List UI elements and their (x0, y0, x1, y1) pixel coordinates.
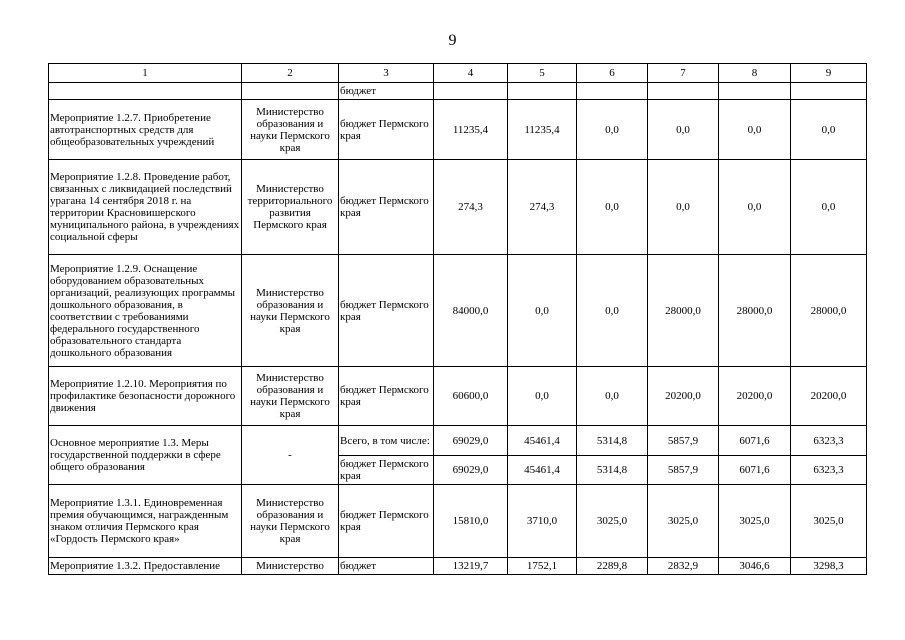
column-header: 2 (242, 64, 339, 83)
table-row (49, 83, 867, 100)
value-cell: 28000,0 (719, 255, 791, 367)
value-cell: 0,0 (577, 255, 648, 367)
value-cell: 3046,6 (719, 558, 791, 575)
value-cell: 0,0 (648, 100, 719, 160)
executor-cell: Министерство территориального развития Пермского края (242, 160, 339, 255)
value-cell: 3710,0 (508, 485, 577, 558)
value-cell: 0,0 (577, 367, 648, 426)
value-cell: 3025,0 (791, 485, 867, 558)
value-cell: 28000,0 (648, 255, 719, 367)
source-cell: бюджет (339, 558, 434, 575)
value-cell: 3025,0 (577, 485, 648, 558)
source-cell: бюджет Пермского края (339, 367, 434, 426)
value-cell: 0,0 (577, 100, 648, 160)
column-header: 8 (719, 64, 791, 83)
executor-cell: Министерство образования и науки Пермского края (242, 100, 339, 160)
table-row (49, 367, 867, 426)
value-cell: 0,0 (577, 160, 648, 255)
value-cell: 0,0 (791, 160, 867, 255)
source-cell: бюджет Пермского края (339, 485, 434, 558)
value-cell (648, 83, 719, 100)
value-cell: 5314,8 (577, 426, 648, 456)
value-cell: 15810,0 (434, 485, 508, 558)
measure-cell: Основное мероприятие 1.3. Меры государственной поддержки в сфере общего образования (49, 426, 242, 485)
value-cell: 0,0 (719, 100, 791, 160)
page-number: 9 (448, 32, 457, 49)
value-cell: 0,0 (648, 160, 719, 255)
value-cell: 11235,4 (508, 100, 577, 160)
value-cell: 69029,0 (434, 456, 508, 485)
table-row (49, 160, 867, 255)
table-row (49, 558, 867, 575)
value-cell: 6323,3 (791, 426, 867, 456)
value-cell: 3025,0 (648, 485, 719, 558)
value-cell: 5314,8 (577, 456, 648, 485)
value-cell: 6071,6 (719, 426, 791, 456)
measure-cell: Мероприятие 1.3.2. Предоставление (49, 558, 242, 575)
value-cell: 274,3 (434, 160, 508, 255)
value-cell: 45461,4 (508, 456, 577, 485)
source-cell: бюджет Пермского края (339, 255, 434, 367)
value-cell (434, 83, 508, 100)
value-cell (791, 83, 867, 100)
value-cell: 2289,8 (577, 558, 648, 575)
value-cell: 13219,7 (434, 558, 508, 575)
executor-cell: Министерство образования и науки Пермского края (242, 255, 339, 367)
value-cell: 11235,4 (434, 100, 508, 160)
measure-cell: Мероприятие 1.3.1. Единовременная премия обучающимся, награжденным знаком отличия Пермского края «Гордость Пермского края» (49, 485, 242, 558)
source-cell: бюджет Пермского края (339, 456, 434, 485)
column-header: 9 (791, 64, 867, 83)
value-cell: 60600,0 (434, 367, 508, 426)
measure-cell: Мероприятие 1.2.9. Оснащение оборудованием образовательных организаций, реализующих программы дошкольного образования, в соответствии с требованиями федерального государственного образовательного стандарта дошкольного образования (49, 255, 242, 367)
measure-cell: Мероприятие 1.2.10. Мероприятия по профилактике безопасности дорожного движения (49, 367, 242, 426)
value-cell: 0,0 (508, 255, 577, 367)
measure-cell: Мероприятие 1.2.7. Приобретение автотранспортных средств для общеобразовательных учреждений (49, 100, 242, 160)
value-cell: 2832,9 (648, 558, 719, 575)
value-cell: 3025,0 (719, 485, 791, 558)
value-cell: 28000,0 (791, 255, 867, 367)
value-cell: 6323,3 (791, 456, 867, 485)
value-cell: 20200,0 (791, 367, 867, 426)
executor-cell: Министерство образования и науки Пермского края (242, 485, 339, 558)
column-header: 5 (508, 64, 577, 83)
value-cell: 45461,4 (508, 426, 577, 456)
source-cell: бюджет Пермского края (339, 100, 434, 160)
column-header: 7 (648, 64, 719, 83)
value-cell (577, 83, 648, 100)
measure-cell: Мероприятие 1.2.8. Проведение работ, связанных с ликвидацией последствий урагана 14 сентября 2018 г. на территории Красновишерского муниципального района, в учреждениях социальной сферы (49, 160, 242, 255)
executor-cell: Министерство образования и науки Пермского края (242, 367, 339, 426)
executor-cell: Министерство (242, 558, 339, 575)
value-cell: 20200,0 (719, 367, 791, 426)
executor-cell (242, 83, 339, 100)
value-cell: 5857,9 (648, 456, 719, 485)
value-cell: 20200,0 (648, 367, 719, 426)
table-row (49, 485, 867, 558)
value-cell: 274,3 (508, 160, 577, 255)
header-row (49, 64, 867, 83)
value-cell: 0,0 (791, 100, 867, 160)
value-cell (719, 83, 791, 100)
value-cell: 0,0 (508, 367, 577, 426)
value-cell: 6071,6 (719, 456, 791, 485)
column-header: 4 (434, 64, 508, 83)
table-row (49, 426, 867, 456)
value-cell: 1752,1 (508, 558, 577, 575)
column-header: 6 (577, 64, 648, 83)
value-cell (508, 83, 577, 100)
value-cell: 84000,0 (434, 255, 508, 367)
source-cell: бюджет (339, 83, 434, 100)
value-cell: 69029,0 (434, 426, 508, 456)
measure-cell (49, 83, 242, 100)
value-cell: 0,0 (719, 160, 791, 255)
column-header: 1 (49, 64, 242, 83)
column-header: 3 (339, 64, 434, 83)
table-row (49, 100, 867, 160)
budget-table (48, 63, 867, 575)
source-cell: Всего, в том числе: (339, 426, 434, 456)
value-cell: 5857,9 (648, 426, 719, 456)
table-row (49, 255, 867, 367)
value-cell: 3298,3 (791, 558, 867, 575)
source-cell: бюджет Пермского края (339, 160, 434, 255)
executor-cell: - (242, 426, 339, 485)
